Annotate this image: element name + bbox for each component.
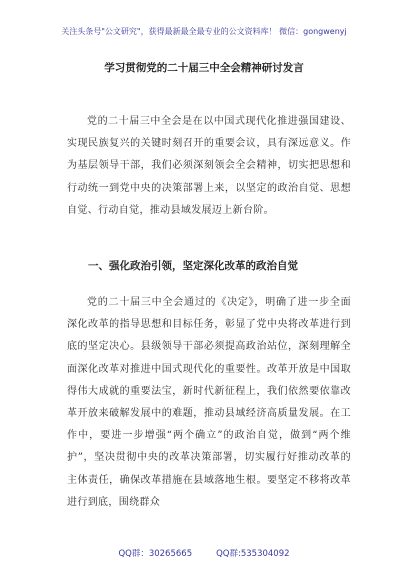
paragraph-intro: 党的二十届三中全会是在以中国式现代化推进强国建设、实现民族复兴的关键时刻召开的重要会议，具有深远意义。作为基层领导干部，我们必须深刻领会全会精神，切实把思想和行动统一到党中央的决策部署上来，以坚定的政治自觉、思想自觉、行动自觉，推动县域发展迈上新台阶。 <box>67 116 351 216</box>
header-notice: 关注头条号"公文研究"，获得最新最全最专业的公文资料库！ 微信：gongwenyj <box>61 27 347 36</box>
footer-qq-group-2: QQ群:535304092 <box>216 549 290 559</box>
paragraph-section-1: 党的二十届三中全会通过的《决定》，明确了进一步全面深化改革的指导思想和目标任务，彰显了党中央将改革进行到底的坚定决心。县级领导干部必须提高政治站位，深刻理解全面深化改革对推进中国式现代化的重要性。改革开放是中国取得伟大成就的重要法宝，新时代新征程上，我们依然要依靠改革开放来破解发展中的难题，推动县域经济高质量发展。在工作中，要进一步增强“两个确立”的政治自觉，做到“两个维护”，坚决贯彻中央的改革决策部署，切实履行好推动改革的主体责任，确保改革措施在县域落地生根。要坚定不移将改革进行到底，围绕群众 <box>67 297 351 508</box>
footer-qq-group-1: QQ群：30265665 <box>118 549 193 559</box>
footer <box>0 547 408 559</box>
section-heading: 一、强化政治引领，坚定深化改革的政治自觉 <box>88 260 298 272</box>
document-title: 学习贯彻党的二十届三中全会精神研讨发言 <box>104 62 304 74</box>
